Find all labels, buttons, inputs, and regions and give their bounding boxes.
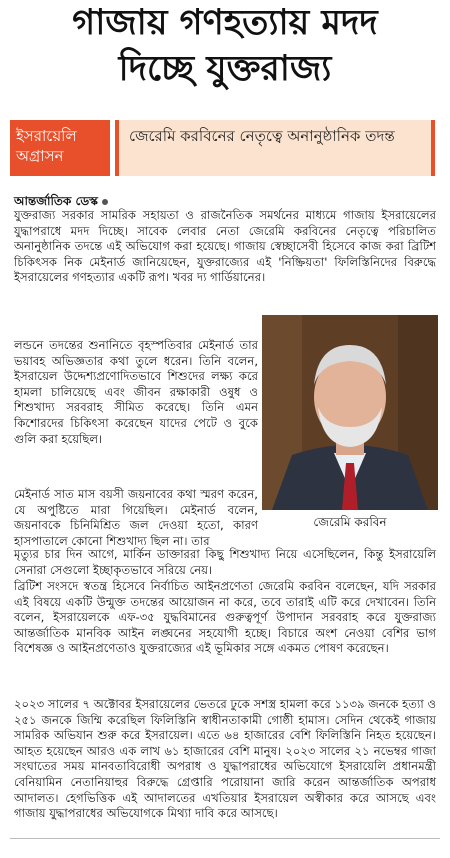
photo-caption: জেরেমি করবিন bbox=[313, 515, 387, 529]
dateline-text: আন্তর্জাতিক ডেস্ক bbox=[14, 194, 98, 208]
portrait-photo bbox=[262, 315, 438, 510]
tag-row bbox=[10, 120, 435, 176]
paragraph-1: যুক্তরাজ্য সরকার সামরিক সহায়তা ও রাজনৈতিক সমর্থনের মাধ্যমে গাজায় ইসরায়েলের যুদ্ধাপরাধে মদদ দিচ্ছে। সাবেক লেবার নেতা জেরেমি করবিনের নেতৃত্বে পরিচালিত অনানুষ্ঠানিক তদন্তে এই অভিযোগ করা হয়েছে। গাজায় স্বেচ্ছাসেবী হিসেবে কাজ করা ব্রিটিশ চিকিৎসক নিক মেইনার্ড জানিয়েছেন, যুক্তরাজ্যের এই 'নিষ্ক্রিয়তা' ফিলিস্তিনিদের বিরুদ্ধে ইসরায়েলের গণহত্যার একটি রূপ। খবর দ্য গার্ডিয়ানের। bbox=[14, 208, 436, 285]
headline-line-2: দিচ্ছে যুক্তরাজ্য bbox=[118, 49, 332, 89]
headline-line-1: গাজায় গণহত্যায় মদদ bbox=[72, 3, 378, 43]
dot-icon bbox=[102, 199, 108, 205]
paragraph-3: মেইনার্ড সাত মাস বয়সী জয়নাবের কথা স্মরণ করেন, যে অপুষ্টিতে মারা গিয়েছিল। মেইনার্ড বলেন, জয়নাবকে চিনিমিশ্রিত জল দেওয়া হতো, কারণ হাসপাতালে কোনো শিশুখাদ্য ছিল না। তার bbox=[14, 487, 258, 548]
portrait-illustration bbox=[262, 315, 438, 510]
bottom-divider bbox=[10, 838, 440, 839]
paragraph-5: ২০২৩ সালের ৭ অক্টোবর ইসরায়েলের ভেতরে ঢুকে সশস্ত্র হামলা করে ১১৩৯ জনকে হত্যা ও ২৫১ জনকে জিম্মি করেছিল ফিলিস্তিনি স্বাধীনতাকামী গোষ্ঠী হামাস। সেদিন থেকেই গাজায় সামরিক অভিযান শুরু করে ইসরায়েল। এতে ৬৪ হাজারের বেশি ফিলিস্তিনি নিহত হয়েছেন। আহত হয়েছেন আরও এক লাখ ৬১ হাজারের বেশি মানুষ। ২০২৩ সালের ২১ নভেম্বর গাজা সংঘাতের সময় মানবতাবিরোধী অপরাধ ও যুদ্ধাপরাধের অভিযোগে ইসরায়েলি প্রধানমন্ত্রী বেনিয়ামিন নেতানিয়াহুর বিরুদ্ধে গ্রেপ্তারি পরোয়ানা জারি করেন আন্তর্জাতিক অপরাধ আদালত। হেগভিত্তিক এই আদালতের এখতিয়ার ইসরায়েল অস্বীকার করে আসছে এবং গাজায় যুদ্ধাপরাধের অভিযোগকে মিথ্যা দাবি করে আসছে। bbox=[14, 697, 436, 821]
paragraph-4: ব্রিটিশ সংসদে স্বতন্ত্র হিসেবে নির্বাচিত আইনপ্রণেতা জেরেমি করবিন বলেছেন, যদি সরকার এই বিষয়ে একটি উন্মুক্ত তদন্তের আয়োজন না করে, তবে তারাই এটি করে দেখাবেন। তিনি বলেন, ইসরায়েলকে এফ-৩৫ যুদ্ধবিমানের গুরুত্বপূর্ণ উপাদান সরবরাহ করে যুক্তরাজ্য আন্তর্জাতিক মানবিক আইন লঙ্ঘনের সহযোগী হচ্ছে। বিচারে অংশ নেওয়া বেশির ভাগ বিশেষজ্ঞ ও আইনপ্রণেতাও যুক্তরাজ্যের এই ভূমিকার সঙ্গে একমত পোষণ করেছেন। bbox=[14, 579, 436, 656]
headline bbox=[0, 0, 450, 92]
paragraph-2: লন্ডনে তদন্তের শুনানিতে বৃহস্পতিবার মেইনার্ড তার ভয়াবহ অভিজ্ঞতার কথা তুলে ধরেন। তিনি বলেন, ইসরায়েল উদ্দেশ্যপ্রণোদিতভাবে শিশুদের লক্ষ্য করে হামলা চালিয়েছে এবং জীবন রক্ষাকারী ওষুধ ও শিশুখাদ্য সরবরাহ সীমিত করেছে। তিনি এমন কিশোরদের চিকিৎসা করেছেন যাদের পেটে ও বুকে গুলি করা হয়েছিল। bbox=[14, 338, 258, 446]
paragraph-3-continued: মৃত্যুর চার দিন আগে, মার্কিন ডাক্তাররা কিছু শিশুখাদ্য নিয়ে এসেছিলেন, কিন্তু ইসরায়েলি সেনারা সেগুলো ইচ্ছাকৃতভাবে সরিয়ে নেয়। bbox=[14, 547, 436, 577]
section-tag: ইসরায়েলি অগ্রাসন bbox=[10, 120, 110, 176]
subheadline: জেরেমি করবিনের নেতৃত্বে অনানুষ্ঠানিক তদন্ত bbox=[115, 120, 435, 176]
